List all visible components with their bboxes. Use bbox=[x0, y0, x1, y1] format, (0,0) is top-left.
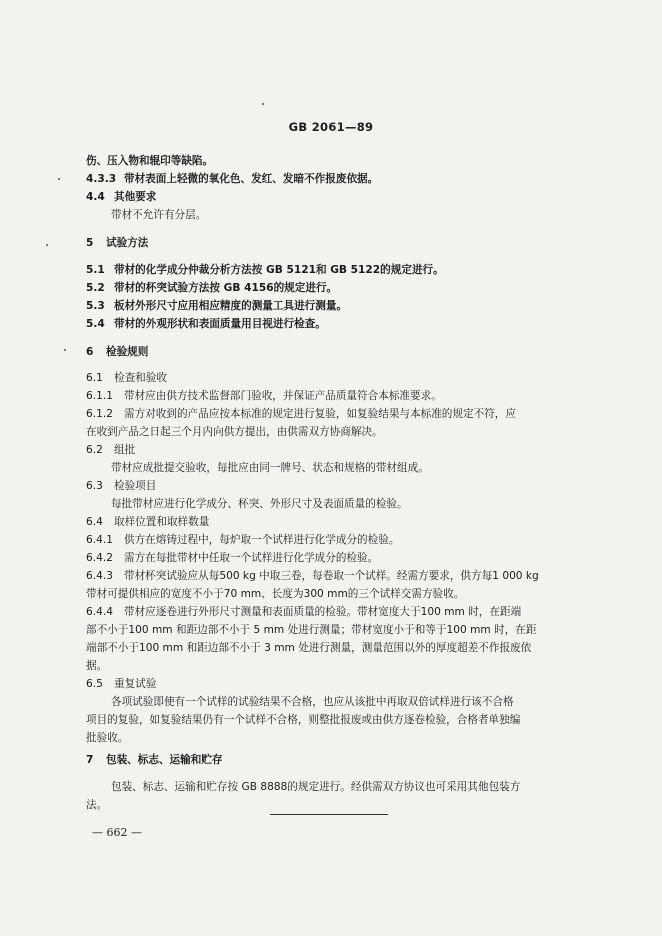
text-line bbox=[86, 479, 156, 493]
clause-text: 据。 bbox=[86, 660, 108, 672]
text-line bbox=[86, 753, 223, 767]
scan-speck bbox=[58, 178, 60, 180]
text-line bbox=[86, 425, 383, 439]
scan-speck bbox=[64, 349, 66, 351]
clause-number: 6.2 bbox=[86, 444, 103, 456]
clause-number: 6.1.1 bbox=[86, 390, 113, 402]
clause-number: 4.3.3 bbox=[86, 173, 117, 185]
text-line bbox=[86, 371, 167, 385]
clause-text: 带材应逐卷进行外形尺寸测量和表面质量的检验。带材宽度大于100 mm 时，在距端 bbox=[124, 606, 522, 618]
clause-number: 7 bbox=[86, 754, 94, 766]
clause-number: 6.3 bbox=[86, 480, 103, 492]
text-line bbox=[86, 263, 444, 277]
clause-text: 其他要求 bbox=[114, 191, 157, 203]
clause-number: 6 bbox=[86, 346, 94, 358]
text-line bbox=[86, 407, 516, 421]
text-line bbox=[86, 515, 209, 529]
clause-text: 重复试验 bbox=[114, 678, 157, 690]
clause-text: 板材外形尺寸应用相应精度的测量工具进行测量。 bbox=[114, 300, 348, 312]
clause-number: 6.4.1 bbox=[86, 534, 113, 546]
clause-number: 6.4 bbox=[86, 516, 103, 528]
clause-text: 带材杯突试验应从每500 kg 中取三卷，每卷取一个试样。经需方要求，供方每1 000 kg bbox=[124, 570, 539, 582]
clause-text: 带材应由供方技术监督部门验收，并保证产品质量符合本标准要求。 bbox=[124, 390, 442, 402]
text-line bbox=[86, 623, 536, 637]
clause-text: 部不小于100 mm 和距边部不小于 5 mm 处进行测量；带材宽度小于和等于100 mm 时，在距 bbox=[86, 624, 537, 636]
text-line bbox=[86, 713, 520, 727]
scan-speck bbox=[262, 103, 264, 105]
text-line bbox=[86, 551, 378, 565]
clause-text: 伤、压入物和辊印等缺陷。 bbox=[86, 155, 214, 167]
clause-text: 批验收。 bbox=[86, 732, 129, 744]
text-line bbox=[86, 533, 399, 547]
clause-text: 带材的杯突试验方法按 GB 4156的规定进行。 bbox=[114, 282, 338, 294]
clause-text: 需方对收到的产品应按本标准的规定进行复验，如复验结果与本标准的规定不符，应 bbox=[124, 408, 516, 420]
text-line bbox=[86, 236, 148, 250]
clause-text: 端部不小于100 mm 和距边部不小于 3 mm 处进行测量，测量范围以外的厚度超差不作报废依 bbox=[86, 642, 532, 654]
clause-text: 各项试验即使有一个试样的试验结果不合格，也应从该批中再取双倍试样进行该不合格 bbox=[111, 696, 514, 708]
clause-text: 在收到产品之日起三个月内向供方提出，由供需双方协商解决。 bbox=[86, 426, 383, 438]
clause-text: 法。 bbox=[86, 799, 108, 811]
clause-number: 5 bbox=[86, 237, 94, 249]
text-line bbox=[86, 677, 156, 691]
footer-rule bbox=[270, 814, 388, 815]
clause-number: 5.4 bbox=[86, 318, 105, 330]
text-line bbox=[86, 172, 378, 186]
clause-text: 检验项目 bbox=[114, 480, 157, 492]
text-line bbox=[86, 731, 128, 745]
text-line bbox=[86, 798, 107, 812]
clause-number: 5.3 bbox=[86, 300, 105, 312]
clause-text: 需方在每批带材中任取一个试样进行化学成分的检验。 bbox=[124, 552, 379, 564]
clause-number: 5.1 bbox=[86, 264, 105, 276]
clause-number: 6.4.3 bbox=[86, 570, 113, 582]
text-line bbox=[86, 641, 531, 655]
clause-text: 带材表面上轻微的氧化色、发红、发暗不作报废依据。 bbox=[124, 173, 379, 185]
text-line bbox=[111, 695, 514, 709]
text-line bbox=[86, 299, 347, 313]
clause-number: 5.2 bbox=[86, 282, 105, 294]
clause-text: 供方在熔铸过程中，每炉取一个试样进行化学成分的检验。 bbox=[124, 534, 400, 546]
text-line bbox=[86, 154, 213, 168]
clause-number: 4.4 bbox=[86, 191, 105, 203]
text-line bbox=[86, 389, 442, 403]
text-line bbox=[86, 345, 148, 359]
clause-text: 带材应成批提交验收，每批应由同一牌号、状态和规格的带材组成。 bbox=[111, 462, 429, 474]
text-line bbox=[86, 317, 326, 331]
text-line bbox=[86, 281, 337, 295]
page-number: — 662 — bbox=[92, 826, 142, 839]
clause-text: 带材不允许有分层。 bbox=[111, 209, 207, 221]
text-line bbox=[86, 659, 107, 673]
clause-text: 项目的复验，如复验结果仍有一个试样不合格，则整批报废或由供方逐卷检验，合格者单独编 bbox=[86, 714, 521, 726]
text-line bbox=[111, 208, 206, 222]
clause-text: 取样位置和取样数量 bbox=[114, 516, 210, 528]
clause-text: 带材可提供相应的宽度不小于70 mm、长度为300 mm的三个试样交需方验收。 bbox=[86, 588, 465, 600]
clause-text: 包装、标志、运输和贮存按 GB 8888的规定进行。经供需双方协议也可采用其他包装方 bbox=[111, 781, 521, 793]
clause-text: 每批带材应进行化学成分、杯突、外形尺寸及表面质量的检验。 bbox=[111, 498, 408, 510]
clause-text: 组批 bbox=[114, 444, 136, 456]
text-line bbox=[111, 497, 408, 511]
clause-number: 6.1 bbox=[86, 372, 103, 384]
scan-speck bbox=[46, 244, 48, 246]
text-line bbox=[86, 569, 539, 583]
clause-number: 6.4.4 bbox=[86, 606, 113, 618]
text-line bbox=[86, 605, 521, 619]
text-line bbox=[86, 190, 156, 204]
clause-number: 6.5 bbox=[86, 678, 103, 690]
clause-text: 试验方法 bbox=[106, 237, 149, 249]
clause-number: 6.4.2 bbox=[86, 552, 113, 564]
text-line bbox=[86, 443, 135, 457]
text-line bbox=[86, 587, 464, 601]
clause-text: 检查和验收 bbox=[114, 372, 167, 384]
clause-text: 检验规则 bbox=[106, 346, 149, 358]
text-line bbox=[111, 780, 520, 794]
clause-text: 包装、标志、运输和贮存 bbox=[106, 754, 223, 766]
text-line bbox=[111, 461, 429, 475]
clause-text: 带材的外观形状和表面质量用目视进行检查。 bbox=[114, 318, 326, 330]
clause-number: 6.1.2 bbox=[86, 408, 113, 420]
standard-code-header: GB 2061—89 bbox=[288, 120, 374, 134]
clause-text: 带材的化学成分仲裁分析方法按 GB 5121和 GB 5122的规定进行。 bbox=[114, 264, 444, 276]
